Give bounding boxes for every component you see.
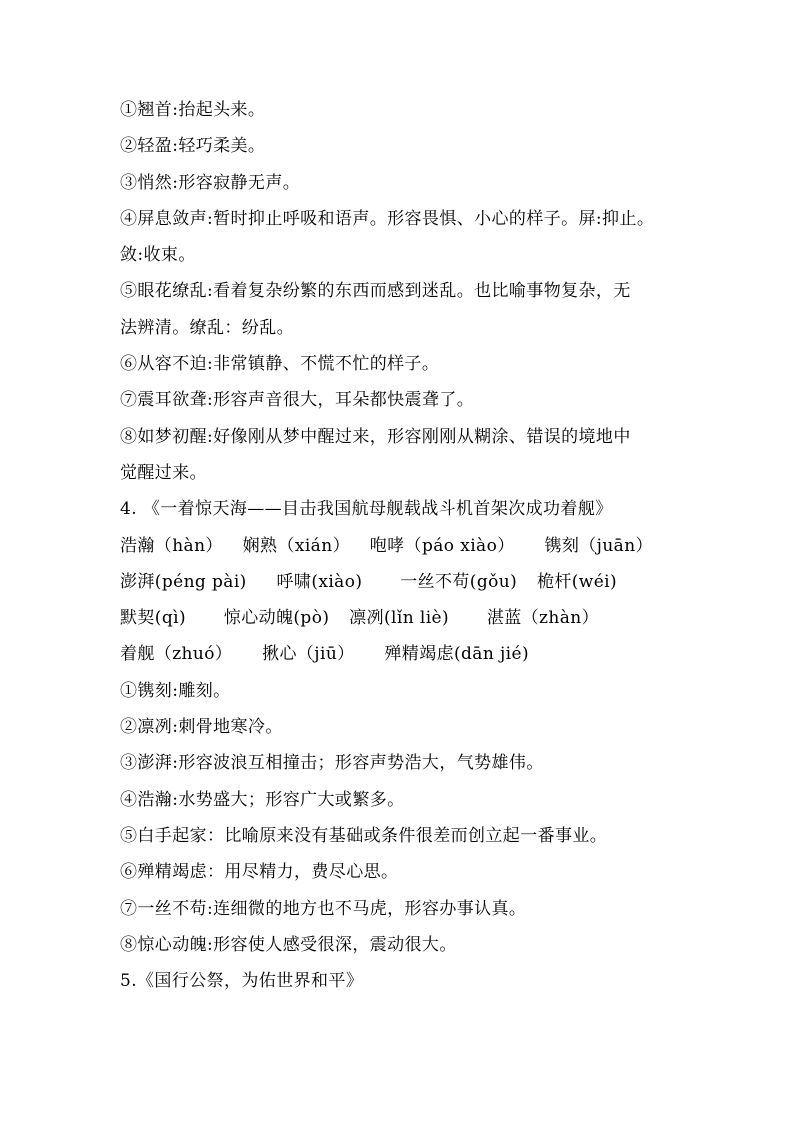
- definition-line: ⑦一丝不苟:连细微的地方也不马虎，形容办事认真。: [120, 898, 527, 919]
- vocab-row: [120, 564, 690, 600]
- vocab-word: 凛冽(lǐn liè): [349, 608, 450, 629]
- section-5-heading: 5.《国行公祭，为佑世界和平》: [120, 971, 364, 992]
- vocab-word: 惊心动魄(pò): [223, 608, 330, 629]
- vocab-word: 一丝不苟(gǒu): [400, 571, 518, 592]
- definition-line: ②轻盈:轻巧柔美。: [120, 136, 266, 157]
- vocab-row: [120, 636, 690, 672]
- definition-line: ①镌刻:雕刻。: [120, 680, 231, 701]
- vocab-word: 湛蓝（zhàn）: [486, 608, 600, 629]
- vocab-word: 浩瀚（hàn）: [120, 535, 223, 556]
- vocab-word: 咆哮（páo xiào）: [369, 535, 515, 556]
- vocab-word: 桅杆(wéi): [536, 571, 618, 592]
- definition-line: ⑤眼花缭乱:看着复杂纷繁的东西而感到迷乱。也比喻事物复杂，无: [120, 281, 631, 302]
- definition-line: ②凛冽:刺骨地寒冷。: [120, 717, 283, 738]
- definition-line: ⑥殚精竭虑：用尽精力，费尽心思。: [120, 862, 399, 883]
- definition-line: ⑤白手起家：比喻原来没有基础或条件很差而创立起一番事业。: [120, 825, 608, 846]
- definition-line: ①翘首:抬起头来。: [120, 100, 266, 120]
- section-4-heading: 4. 《一着惊天海——目击我国航母舰载战斗机首架次成功着舰》: [120, 499, 613, 520]
- vocab-word: 澎湃(péng pài): [120, 571, 247, 592]
- definition-line: ③悄然:形容寂静无声。: [120, 172, 301, 193]
- vocab-word: 呼啸(xiào): [276, 571, 363, 592]
- definition-line: ⑧惊心动魄:形容使人感受很深，震动很大。: [120, 934, 457, 955]
- vocab-word: 镌刻（juān）: [544, 535, 653, 556]
- vocab-word: 殚精竭虑(dān jié): [384, 644, 529, 665]
- vocab-row: [120, 600, 690, 636]
- definition-line: ④屏息敛声:暂时抑止呼吸和语声。形容畏惧、小心的样子。屏:抑止。: [120, 208, 655, 229]
- vocab-row: [120, 528, 690, 564]
- definition-line: ⑧如梦初醒:好像刚从梦中醒过来，形容刚刚从糊涂、错误的境地中: [120, 426, 631, 447]
- definition-line: ④浩瀚:水势盛大；形容广大或繁多。: [120, 789, 405, 810]
- document-body: [120, 92, 690, 999]
- vocab-word: 揪心（jiū）: [262, 644, 355, 665]
- vocab-word: 默契(qì): [120, 608, 186, 629]
- definition-line: 法辨清。缭乱：纷乱。: [120, 317, 294, 338]
- definition-line: 觉醒过来。: [120, 462, 207, 483]
- definition-line: ③澎湃:形容波浪互相撞击；形容声势浩大，气势雄伟。: [120, 753, 544, 774]
- vocab-word: 着舰（zhuó）: [120, 644, 233, 665]
- definition-line: ⑦震耳欲聋:形容声音很大，耳朵都快震聋了。: [120, 390, 475, 411]
- definition-line: ⑥从容不迫:非常镇静、不慌不忙的样子。: [120, 354, 440, 375]
- vocab-word: 娴熟（xián）: [242, 535, 350, 556]
- definition-line: 敛:收束。: [120, 245, 196, 266]
